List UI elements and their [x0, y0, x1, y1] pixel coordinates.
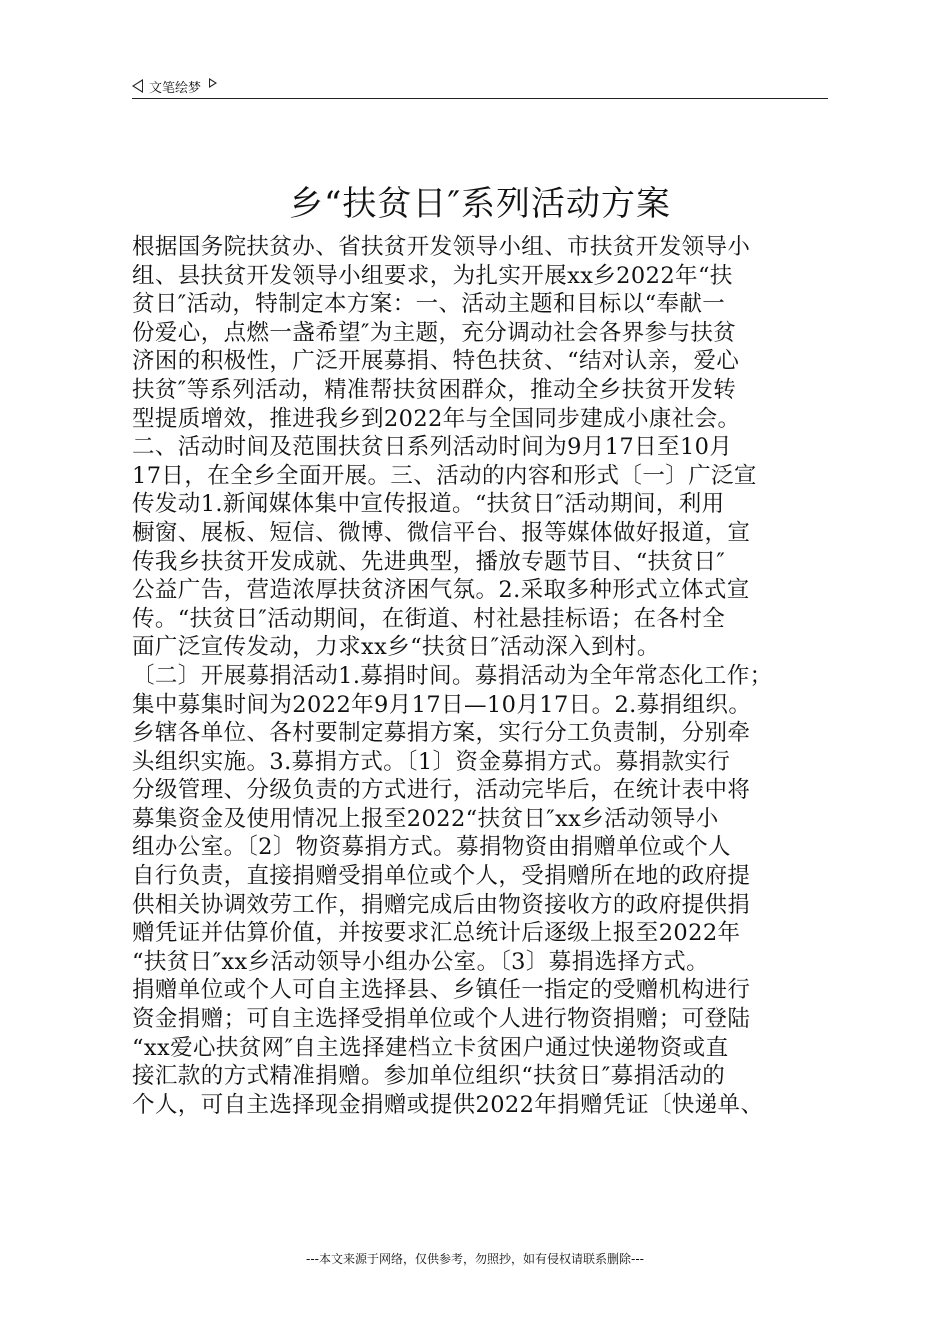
body-line: 传。“扶贫日″活动期间，在街道、村社悬挂标语；在各村全	[132, 605, 726, 632]
body-line: 分级管理、分级负责的方式进行，活动完毕后，在统计表中将	[132, 777, 751, 804]
body-line: “xx爱心扶贫网″自主选择建档立卡贫困户通过快递物资或直	[132, 1034, 729, 1061]
body-line: 乡辖各单位、各村要制定募捐方案，实行分工负责制，分别牵	[132, 720, 751, 747]
header-brand: 文笔绘梦	[149, 80, 202, 96]
body-line: 组、县扶贫开发领导小组要求，为扎实开展xx乡2022年“扶	[132, 262, 733, 289]
document-body	[132, 233, 832, 1119]
body-line: 募集资金及使用情况上报至2022“扶贫日″xx乡活动领导小	[132, 805, 719, 832]
body-line: 根据国务院扶贫办、省扶贫开发领导小组、市扶贫开发领导小	[132, 234, 751, 260]
header-divider	[132, 98, 828, 99]
body-line: 贫日″活动，特制定本方案：一、活动主题和目标以“奉献一	[132, 291, 726, 318]
page-header	[132, 74, 828, 98]
body-line: 自行负责，直接捐赠受捐单位或个人，受捐赠所在地的政府提	[132, 863, 751, 890]
triangle-right-icon	[209, 78, 217, 88]
body-line: 〔二〕开展募捐活动1.募捐时间。募捐活动为全年常态化工作；	[132, 662, 773, 689]
body-line: 型提质增效，推进我乡到2022年与全国同步建成小康社会。	[132, 405, 741, 432]
body-line: 组办公室。〔2〕物资募捐方式。募捐物资由捐赠单位或个人	[132, 834, 731, 861]
body-line: 二、活动时间及范围扶贫日系列活动时间为9月17日至10月	[132, 434, 733, 461]
document-title: 乡“扶贫日″系列活动方案	[288, 184, 672, 224]
body-line: 橱窗、展板、短信、微博、微信平台、报等媒体做好报道，宣	[132, 519, 751, 546]
body-line: 头组织实施。3.募捐方式。〔1〕资金募捐方式。募捐款实行	[132, 748, 731, 775]
body-line: 传发动1.新闻媒体集中宣传报道。“扶贫日″活动期间，利用	[132, 491, 725, 518]
body-line: 济困的积极性，广泛开展募捐、特色扶贫、“结对认亲，爱心	[132, 348, 740, 375]
body-line: 17日，在全乡全面开展。三、活动的内容和形式〔一〕广泛宣	[132, 462, 757, 489]
body-line: 集中募集时间为2022年9月17日—10月17日。2.募捐组织。	[132, 691, 752, 718]
body-line: 面广泛宣传发动，力求xx乡“扶贫日″活动深入到村。	[132, 634, 660, 661]
body-line: “扶贫日″xx乡活动领导小组办公室。〔3〕募捐选择方式。	[132, 948, 710, 975]
body-line: 资金捐赠；可自主选择受捐单位或个人进行物资捐赠；可登陆	[132, 1006, 751, 1033]
body-line: 捐赠单位或个人可自主选择县、乡镇任一指定的受赠机构进行	[132, 977, 751, 1004]
triangle-left-icon	[132, 79, 143, 93]
page-footer: ---本文来源于网络，仅供参考，勿照抄，如有侵权请联系删除---	[306, 1252, 644, 1266]
body-line: 份爱心，点燃一盏希望″为主题，充分调动社会各界参与扶贫	[132, 319, 737, 346]
body-line: 个人，可自主选择现金捐赠或提供2022年捐赠凭证〔快递单、	[132, 1091, 764, 1118]
body-line: 传我乡扶贫开发成就、先进典型，播放专题节目、“扶贫日″	[132, 548, 726, 575]
body-line: 公益广告，营造浓厚扶贫济困气氛。2.采取多种形式立体式宣	[132, 577, 750, 604]
body-line: 赠凭证并估算价值，并按要求汇总统计后逐级上报至2022年	[132, 920, 741, 947]
body-line: 扶贫″等系列活动，精准帮扶贫困群众，推动全乡扶贫开发转	[132, 376, 737, 403]
body-line: 供相关协调效劳工作，捐赠完成后由物资接收方的政府提供捐	[132, 891, 751, 918]
body-line: 接汇款的方式精准捐赠。参加单位组织“扶贫日″募捐活动的	[132, 1063, 726, 1090]
